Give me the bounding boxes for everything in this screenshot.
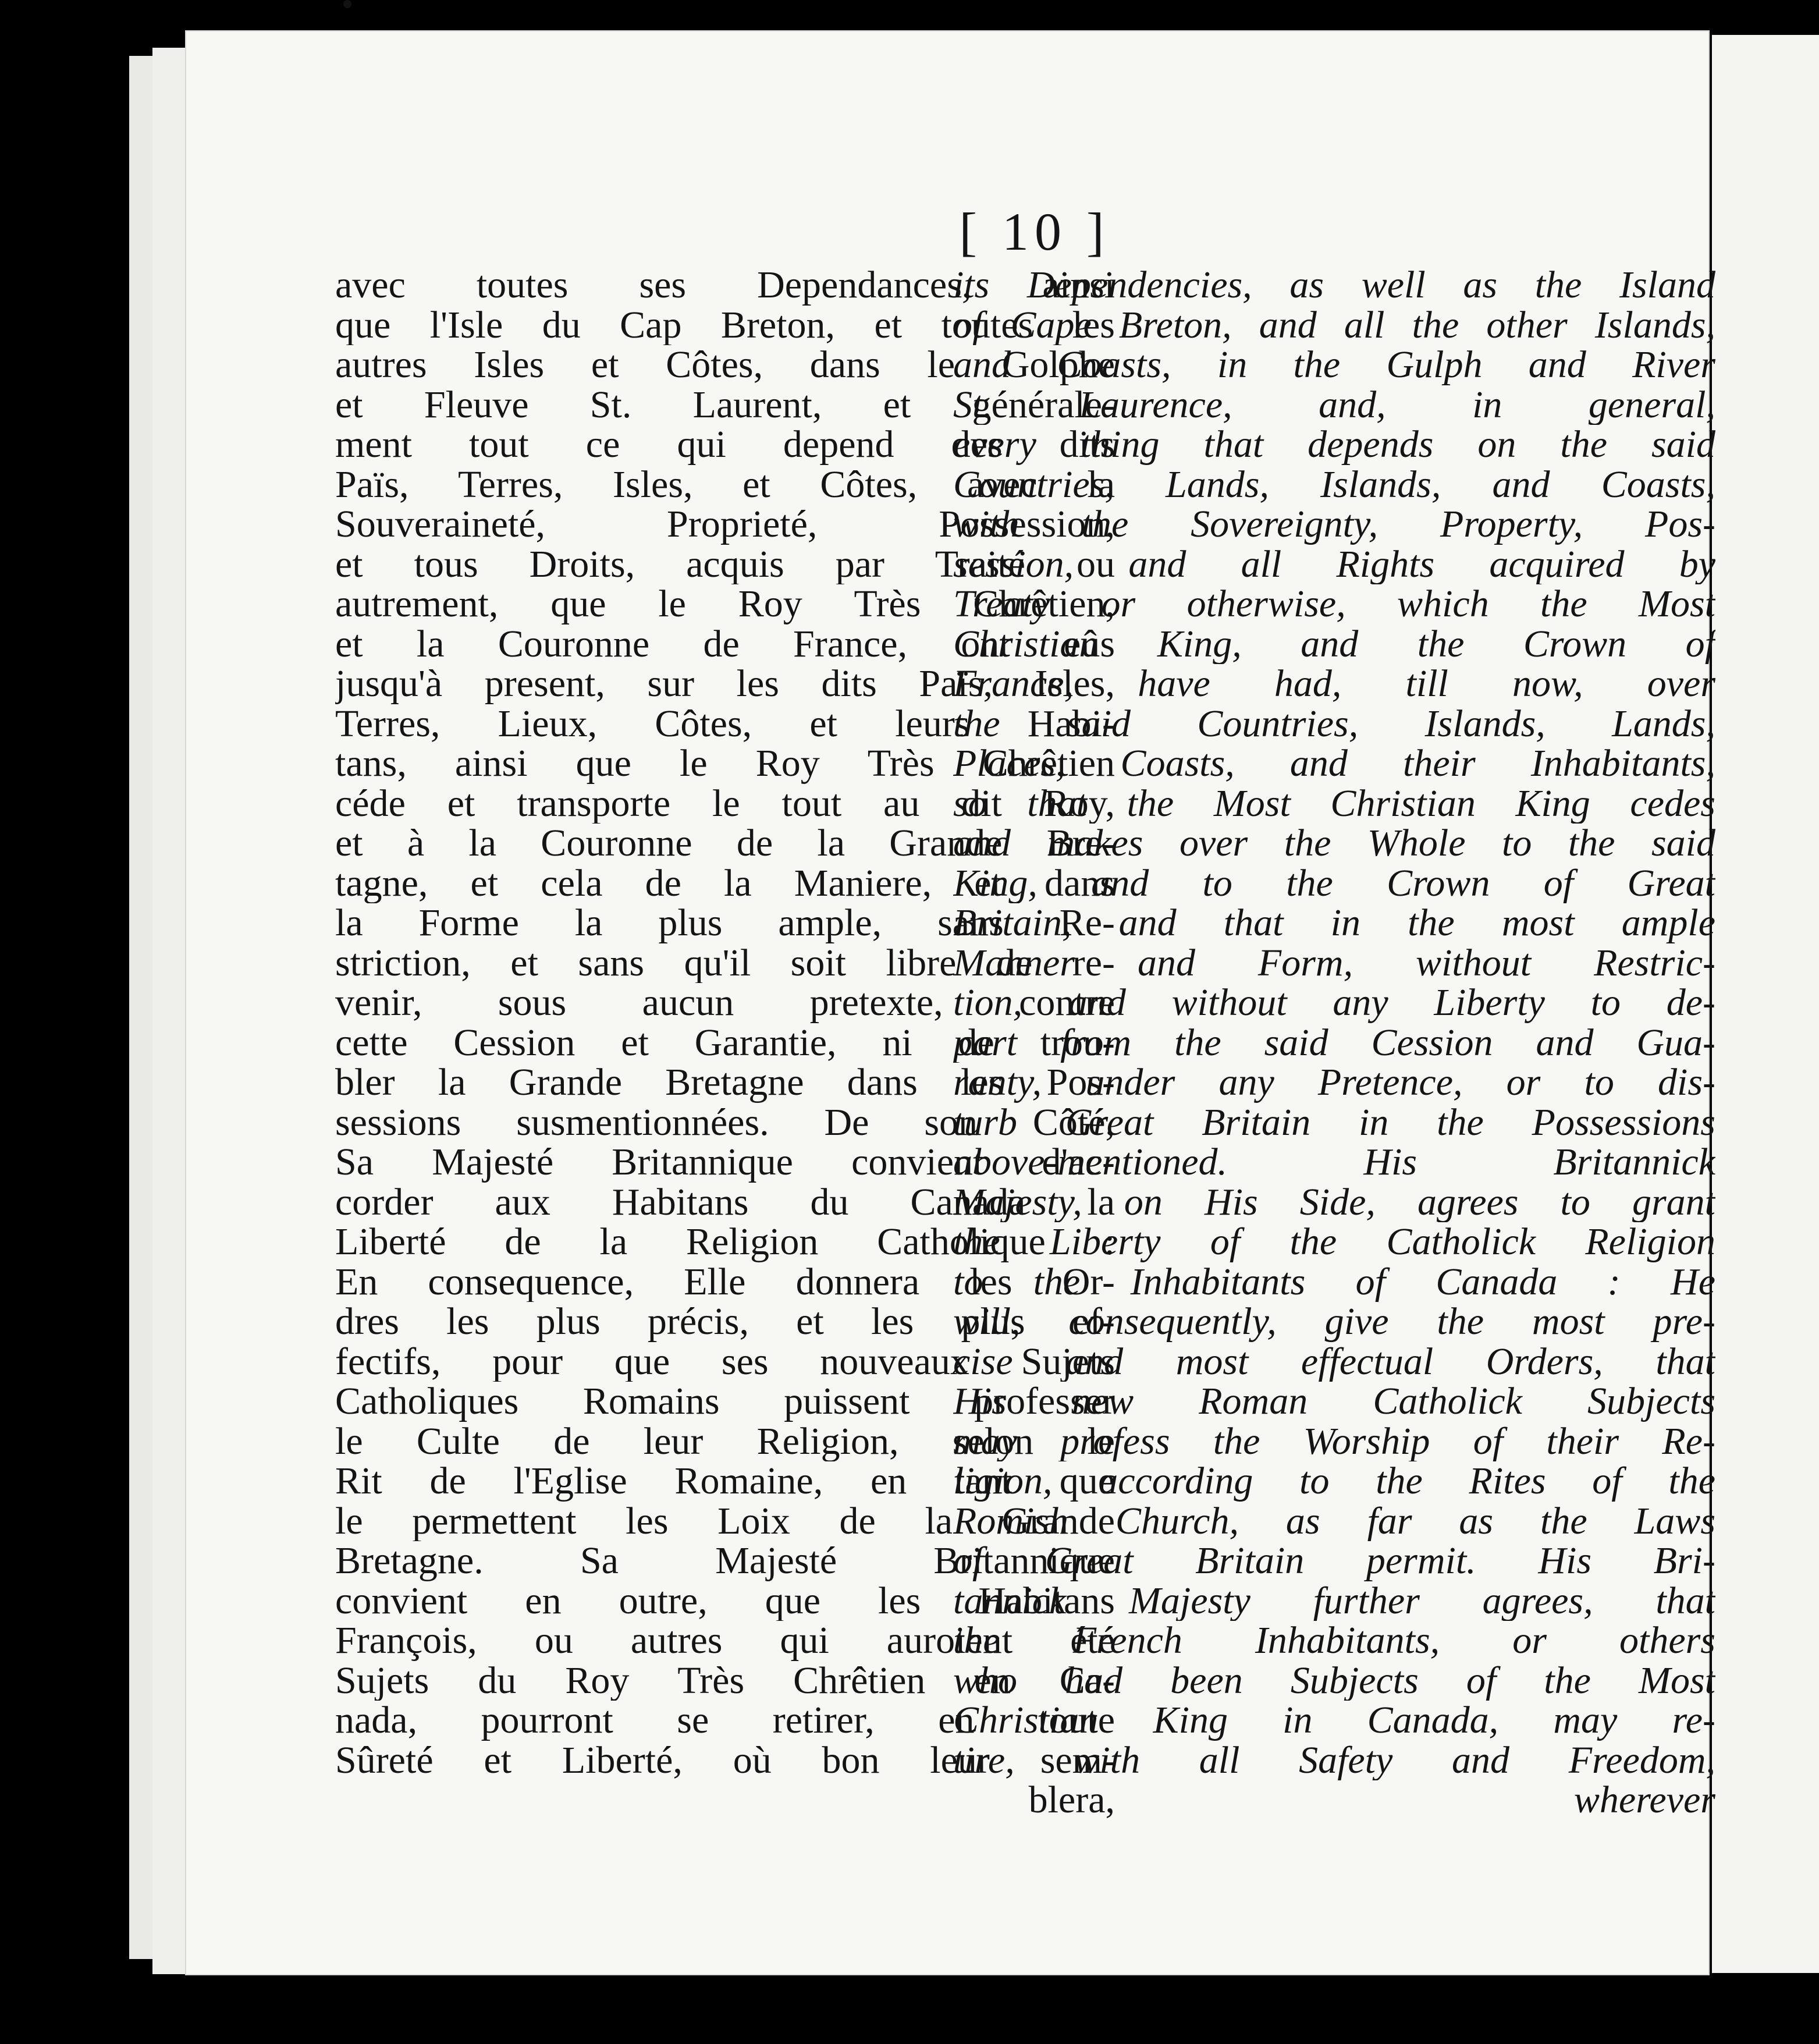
french-text-line: Bretagne. Sa Majesté Britannique [335,1541,1115,1581]
english-text-line: Britain, and that in the most ample [953,903,1715,943]
french-text-line: sessions susmentionnées. De son Côté, [335,1102,1115,1142]
french-text-line: ment tout ce qui depend des dits [335,425,1115,465]
french-text-line: venir, sous aucun pretexte, contre [335,983,1115,1023]
english-text-line: tire, with all Safety and Freedom, [953,1740,1715,1780]
french-text-line: fectifs, pour que ses nouveaux Sujets [335,1342,1115,1382]
english-text-line: France, have had, till now, over [953,664,1715,704]
french-text-line: Sa Majesté Britannique convient d'ac- [335,1142,1115,1183]
english-text-line: ligion, according to the Rites of the [953,1461,1715,1502]
english-text-line: Majesty, on His Side, agrees to grant [953,1182,1715,1222]
french-text-line: tagne, et cela de la Maniere, et dans [335,863,1115,903]
english-text-line: His new Roman Catholick Subjects [953,1382,1715,1422]
english-text-line: so that the Most Christian King cedes [953,783,1715,824]
french-text-line: avec toutes ses Dependances, ainsi [335,265,1115,306]
english-text-line: the Liberty of the Catholick Religion [953,1222,1715,1262]
english-text-line: and makes over the Whole to the said [953,824,1715,864]
english-text-line: tannick Majesty further agrees, that [953,1581,1715,1621]
french-text-line: Souveraineté, Proprieté, Possession, [335,505,1115,545]
english-text-line: Treaty or otherwise, which the Most [953,584,1715,624]
facing-page-edge [1712,35,1819,1973]
english-text-line: King, and to the Crown of Great [953,863,1715,903]
french-text-line: et la Couronne de France, ont eûs [335,624,1115,664]
english-text-line: who had been Subjects of the Most [953,1660,1715,1701]
french-text-line: François, ou autres qui auroient été [335,1621,1115,1661]
english-text-line: above-mentioned. His Britannick [953,1142,1715,1183]
french-text-line: jusqu'à present, sur les dits Païs, Isles, [335,664,1115,704]
english-text-line: ranty, under any Pretence, or to dis- [953,1063,1715,1103]
french-text-line: et à la Couronne de la Grande Bre- [335,824,1115,864]
french-text-line: dres les plus précis, et les plus ef- [335,1302,1115,1342]
english-text-line: part from the said Cession and Gua- [953,1023,1715,1063]
french-text-line: Sûreté et Liberté, où bon leur sem- [335,1740,1115,1780]
french-text-line: En consequence, Elle donnera les Or- [335,1262,1115,1302]
french-text-line: blera, [1028,1780,1115,1821]
english-text-line: to the Inhabitants of Canada : He [953,1262,1715,1302]
english-text-line: session, and all Rights acquired by [953,544,1715,584]
french-text-line: cette Cession et Garantie, ni de trou- [335,1023,1115,1063]
english-text-line: Countries, Lands, Islands, and Coasts, [953,464,1715,505]
french-text-line: Terres, Lieux, Côtes, et leurs Habi- [335,704,1115,744]
page-number: [ 10 ] [959,202,1110,261]
english-text-line: and Coasts, in the Gulph and River [953,345,1715,385]
english-text-line: may profess the Worship of their Re- [953,1421,1715,1461]
french-text-line: corder aux Habitans du Canada la [335,1182,1115,1222]
french-text-line: Liberté de la Religion Catholique : [335,1222,1115,1262]
french-text-line: la Forme la plus ample, sans Re- [335,903,1115,943]
english-text-line: Manner and Form, without Restric- [953,943,1715,983]
english-text-line: cise and most effectual Orders, that [953,1342,1715,1382]
french-text-line: que l'Isle du Cap Breton, et toutes les [335,305,1115,345]
english-text-line: will, consequently, give the most pre- [953,1302,1715,1342]
french-text-line: tans, ainsi que le Roy Très Chrêtien [335,744,1115,784]
english-text-line: Romish Church, as far as the Laws [953,1501,1715,1541]
english-text-line: St. Laurence, and, in general, [953,385,1715,425]
english-text-column [953,265,1715,1821]
french-text-line: nada, pourront se retirer, en toute [335,1701,1115,1741]
french-text-line: Rit de l'Eglise Romaine, en tant que [335,1461,1115,1502]
english-text-line: the French Inhabitants, or others [953,1621,1715,1661]
french-text-line: convient en outre, que les Habitans [335,1581,1115,1621]
french-text-line: Païs, Terres, Isles, et Côtes, avec la [335,464,1115,505]
english-text-line: Christian King in Canada, may re- [953,1701,1715,1741]
english-text-line: tion, and without any Liberty to de- [953,983,1715,1023]
french-text-line: striction, et sans qu'il soit libre de re- [335,943,1115,983]
english-text-line: every thing that depends on the said [953,425,1715,465]
english-text-line: the said Countries, Islands, Lands, [953,704,1715,744]
french-text-line: Sujets du Roy Très Chrêtien en Ca- [335,1660,1115,1701]
french-text-line: autrement, que le Roy Très Chrêtien, [335,584,1115,624]
english-text-line: wherever [1573,1780,1715,1821]
english-text-line: Places, Coasts, and their Inhabitants, [953,744,1715,784]
english-text-line: with the Sovereignty, Property, Pos- [953,505,1715,545]
english-text-line: of Great Britain permit. His Bri- [953,1541,1715,1581]
english-text-line: its Dependencies, as well as the Island [953,265,1715,306]
french-text-line: bler la Grande Bretagne dans les Pos- [335,1063,1115,1103]
english-text-line: turb Great Britain in the Possessions [953,1102,1715,1142]
scan-speck [343,0,351,8]
french-text-line: céde et transporte le tout au dit Roy, [335,783,1115,824]
french-text-line: le permettent les Loix de la Grande [335,1501,1115,1541]
english-text-line: of Cape Breton, and all the other Islands, [953,305,1715,345]
document-page [185,30,1715,1975]
french-text-line: le Culte de leur Religion, selon le [335,1421,1115,1461]
english-text-line: Christian King, and the Crown of [953,624,1715,664]
french-text-line: et Fleuve St. Laurent, et générale- [335,385,1115,425]
french-text-line: Catholiques Romains puissent professer [335,1382,1115,1422]
french-text-line: et tous Droits, acquis par Traité ou [335,544,1115,584]
french-text-line: autres Isles et Côtes, dans le Golphe [335,345,1115,385]
